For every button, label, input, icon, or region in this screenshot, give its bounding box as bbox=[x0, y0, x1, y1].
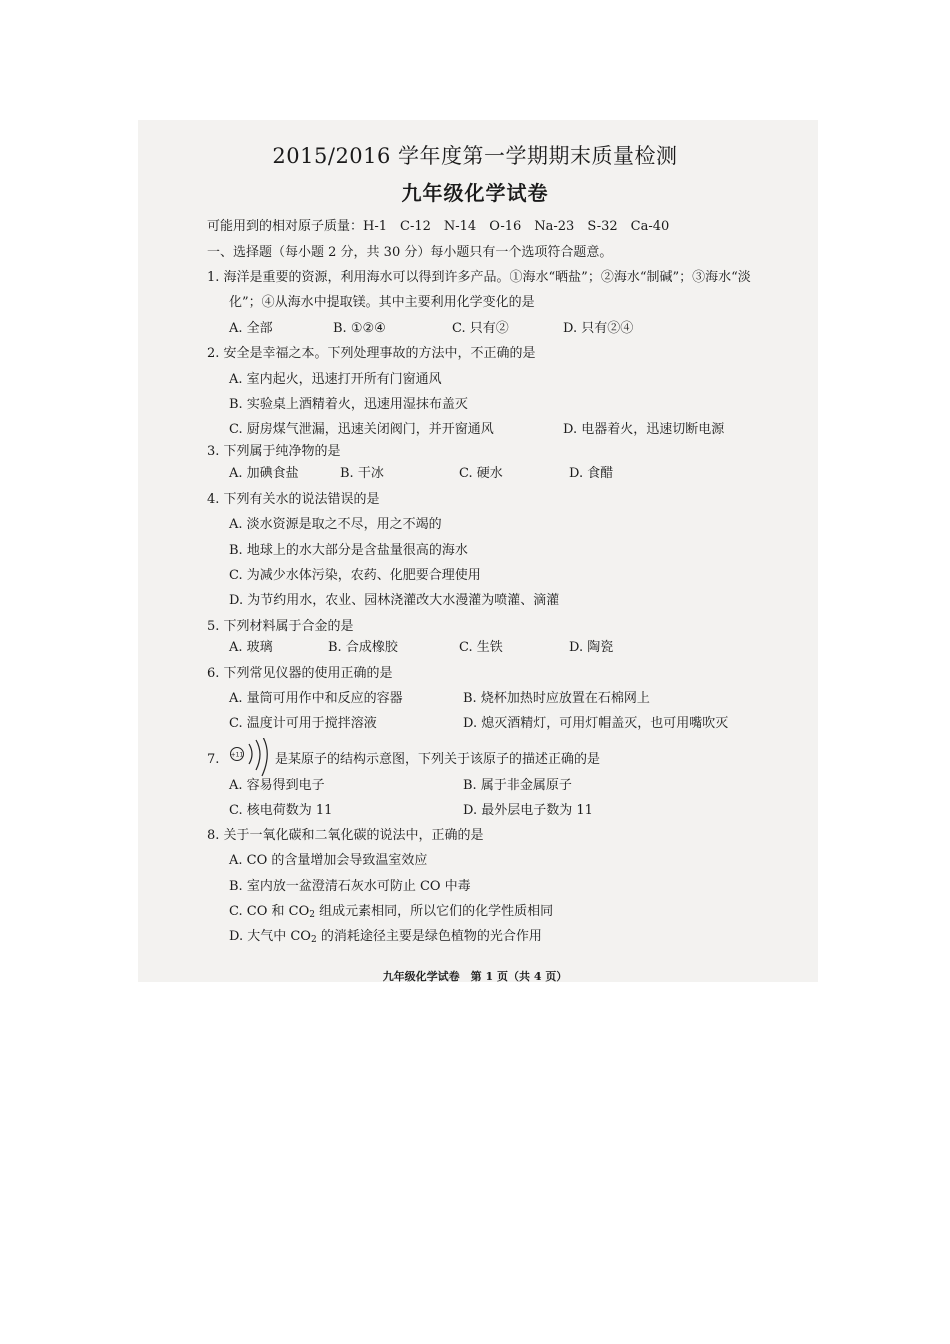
question-8-option-a: A. CO 的含量增加会导致温室效应 bbox=[229, 853, 428, 868]
exam-title: 2015/2016 学年度第一学期期末质量检测 bbox=[272, 144, 678, 168]
question-7-option-b: B. 属于非金属原子 bbox=[463, 778, 572, 793]
question-4-stem: 4. 下列有关水的说法错误的是 bbox=[207, 492, 380, 507]
question-5-option-b: B. 合成橡胶 bbox=[328, 640, 398, 655]
question-3-stem: 3. 下列属于纯净物的是 bbox=[207, 444, 341, 459]
question-8-option-c bbox=[229, 904, 553, 920]
question-4-option-d: D. 为节约用水，农业、园林浇灌改大水漫灌为喷灌、滴灌 bbox=[229, 593, 560, 608]
section-heading: 一、选择题（每小题 2 分，共 30 分）每小题只有一个选项符合题意。 bbox=[207, 245, 613, 260]
question-5-option-a: A. 玻璃 bbox=[229, 640, 273, 655]
electron-shell-3 bbox=[262, 738, 267, 776]
question-2-stem: 2. 安全是幸福之本。下列处理事故的方法中，不正确的是 bbox=[207, 346, 536, 361]
question-1-option-c: C. 只有② bbox=[452, 321, 509, 336]
question-8-option-d-pre: D. 大气中 CO bbox=[229, 929, 311, 944]
question-2-option-a: A. 室内起火，迅速打开所有门窗通风 bbox=[229, 372, 442, 387]
question-3-option-a: A. 加碘食盐 bbox=[229, 466, 299, 481]
question-1-stem: 1. 海洋是重要的资源，利用海水可以得到许多产品。①海水“晒盐”；②海水“制碱”；③海水“淡 bbox=[207, 270, 751, 285]
question-8-option-c-pre: C. CO 和 CO bbox=[229, 904, 310, 919]
question-3-option-c: C. 硬水 bbox=[459, 466, 503, 481]
question-7-option-c: C. 核电荷数为 11 bbox=[229, 803, 333, 818]
question-4-option-c: C. 为减少水体污染，农药、化肥要合理使用 bbox=[229, 568, 481, 583]
question-8-option-c-subscript: 2 bbox=[309, 910, 315, 920]
question-6-option-d: D. 熄灭酒精灯，可用灯帽盖灭，也可用嘴吹灭 bbox=[463, 716, 729, 731]
question-1-option-d: D. 只有②④ bbox=[563, 321, 634, 336]
question-5-stem: 5. 下列材料属于合金的是 bbox=[207, 619, 354, 634]
question-2-option-c: C. 厨房煤气泄漏，迅速关闭阀门，并开窗通风 bbox=[229, 422, 494, 437]
question-8-option-d-post: 的消耗途径主要是绿色植物的光合作用 bbox=[316, 929, 542, 944]
electron-shell-2 bbox=[256, 740, 260, 770]
question-7-stem: 是某原子的结构示意图，下列关于该原子的描述正确的是 bbox=[275, 752, 601, 767]
page-footer: 九年级化学试卷 第 1 页（共 4 页） bbox=[382, 970, 568, 983]
question-8-option-d bbox=[229, 929, 542, 945]
question-5-option-c: C. 生铁 bbox=[459, 640, 503, 655]
question-4-option-a: A. 淡水资源是取之不尽，用之不竭的 bbox=[229, 517, 442, 532]
question-7-option-a: A. 容易得到电子 bbox=[229, 778, 325, 793]
question-5-option-d: D. 陶瓷 bbox=[569, 640, 614, 655]
question-7-number: 7. bbox=[207, 752, 220, 767]
electron-shell-1 bbox=[249, 744, 252, 764]
question-1-stem-cont: 化”；④从海水中提取镁。其中主要利用化学变化的是 bbox=[229, 295, 535, 310]
atom-nucleus-charge: +11 bbox=[230, 751, 244, 759]
question-3-option-b: B. 干冰 bbox=[340, 466, 384, 481]
question-1-option-b: B. ①②④ bbox=[333, 321, 386, 336]
question-6-option-b: B. 烧杯加热时应放置在石棉网上 bbox=[463, 691, 650, 706]
atomic-masses: 可能用到的相对原子质量：H-1 C-12 N-14 O-16 Na-23 S-32 Ca-40 bbox=[207, 219, 670, 234]
question-8-stem: 8. 关于一氧化碳和二氧化碳的说法中，正确的是 bbox=[207, 828, 484, 843]
question-6-option-c: C. 温度计可用于搅拌溶液 bbox=[229, 716, 377, 731]
question-1-option-a: A. 全部 bbox=[229, 321, 273, 336]
question-6-option-a: A. 量筒可用作中和反应的容器 bbox=[229, 691, 403, 706]
question-8-option-d-subscript: 2 bbox=[310, 935, 317, 945]
question-8-option-b: B. 室内放一盆澄清石灰水可防止 CO 中毒 bbox=[229, 879, 471, 894]
question-6-stem: 6. 下列常见仪器的使用正确的是 bbox=[207, 666, 393, 681]
atom-structure-diagram bbox=[229, 738, 273, 778]
question-2-option-d: D. 电器着火，迅速切断电源 bbox=[563, 422, 725, 437]
question-4-option-b: B. 地球上的水大部分是含盐量很高的海水 bbox=[229, 543, 468, 558]
exam-subtitle: 九年级化学试卷 bbox=[401, 181, 549, 205]
question-3-option-d: D. 食醋 bbox=[569, 466, 614, 481]
question-8-option-c-post: 组成元素相同，所以它们的化学性质相同 bbox=[314, 904, 554, 919]
question-2-option-b: B. 实验桌上酒精着火，迅速用湿抹布盖灭 bbox=[229, 397, 468, 412]
question-7-option-d: D. 最外层电子数为 11 bbox=[463, 803, 593, 818]
